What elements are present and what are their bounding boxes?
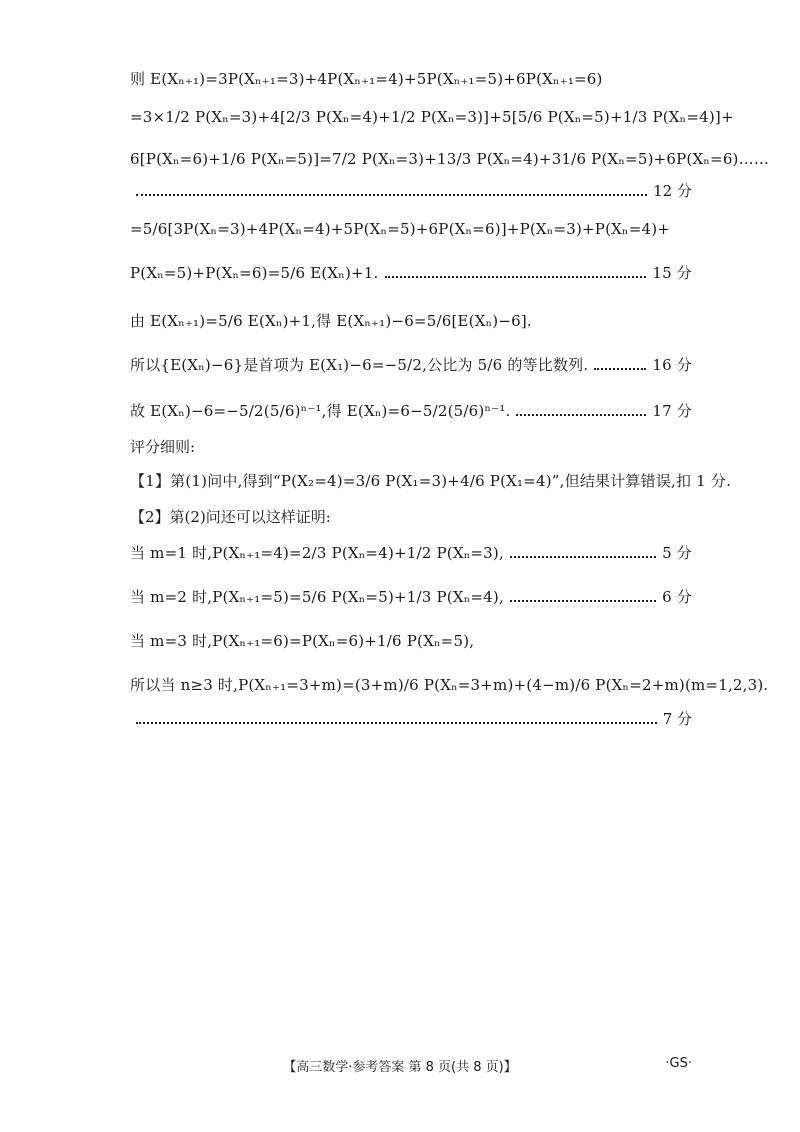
line-text: 评分细则:: [130, 438, 196, 456]
text-line: [130, 506, 692, 527]
score-label: 16 分: [652, 356, 692, 374]
line-text: 当 m=3 时,P(Xₙ₊₁=6)=P(Xₙ=6)+1/6 P(Xₙ=5),: [130, 632, 475, 650]
dot-leader: [510, 600, 656, 602]
score-line: [130, 708, 692, 729]
dot-leader: [594, 368, 646, 370]
dot-leader: [385, 276, 647, 278]
text-line: [130, 436, 692, 457]
dot-leader: [516, 414, 646, 416]
score-label: 7 分: [662, 710, 692, 728]
text-line: [130, 150, 770, 168]
line-text: 6[P(Xₙ=6)+1/6 P(Xₙ=5)]=7/2 P(Xₙ=3)+13/3 P(Xₙ=4)+31/6 P(Xₙ=5)+6P(Xₙ=6)……: [130, 150, 770, 168]
line-text: 故 E(Xₙ)−6=−5/2(5/6)ⁿ⁻¹,得 E(Xₙ)=6−5/2(5/6)ⁿ⁻¹.: [130, 402, 511, 420]
text-line: [130, 108, 734, 126]
line-text: 所以{E(Xₙ)−6}是首项为 E(X₁)−6=−5/2,公比为 5/6 的等比数列.: [130, 356, 589, 374]
line-text: 所以当 n≥3 时,P(Xₙ₊₁=3+m)=(3+m)/6 P(Xₙ=3+m)+(4−m)/6 P(Xₙ=2+m)(m=1,2,3).: [130, 676, 769, 694]
score-line: [130, 262, 692, 283]
line-text: 当 m=2 时,P(Xₙ₊₁=5)=5/6 P(Xₙ=5)+1/3 P(Xₙ=4),: [130, 588, 504, 606]
dot-leader: [510, 556, 656, 558]
line-text: 由 E(Xₙ₊₁)=5/6 E(Xₙ)+1,得 E(Xₙ₊₁)−6=5/6[E(Xₙ)−6].: [130, 312, 532, 330]
score-label: 6 分: [662, 588, 692, 606]
text-line: [130, 310, 692, 331]
line-text: 【2】第(2)问还可以这样证明:: [130, 508, 331, 526]
text-line: [130, 220, 692, 238]
score-label: 5 分: [662, 544, 692, 562]
score-line: [130, 586, 692, 607]
score-line: [130, 400, 692, 421]
line-text: 【1】第(1)问中,得到“P(X₂=4)=3/6 P(X₁=3)+4/6 P(X₁=4)”,但结果计算错误,扣 1 分.: [130, 472, 732, 490]
score-label: 15 分: [652, 264, 692, 282]
line-text: 则 E(Xₙ₊₁)=3P(Xₙ₊₁=3)+4P(Xₙ₊₁=4)+5P(Xₙ₊₁=5)+6P(Xₙ₊₁=6): [130, 70, 603, 88]
footer-code: ·GS·: [665, 1056, 692, 1071]
line-text: =3×1/2 P(Xₙ=3)+4[2/3 P(Xₙ=4)+1/2 P(Xₙ=3)]+5[5/6 P(Xₙ=5)+1/3 P(Xₙ=4)]+: [130, 108, 734, 126]
text-line: [130, 630, 692, 651]
score-line: [130, 354, 692, 375]
line-text: =5/6[3P(Xₙ=3)+4P(Xₙ=4)+5P(Xₙ=5)+6P(Xₙ=6)]+P(Xₙ=3)+P(Xₙ=4)+: [130, 220, 671, 238]
score-line: [130, 180, 692, 201]
score-label: 17 分: [652, 402, 692, 420]
page-footer: 【高三数学·参考答案 第 8 页(共 8 页)】: [283, 1060, 517, 1075]
line-text: P(Xₙ=5)+P(Xₙ=6)=5/6 E(Xₙ)+1.: [130, 263, 379, 282]
score-line: [130, 542, 692, 563]
line-text: 当 m=1 时,P(Xₙ₊₁=4)=2/3 P(Xₙ=4)+1/2 P(Xₙ=3),: [130, 544, 504, 562]
dot-leader: [136, 722, 657, 724]
text-line: [130, 674, 769, 695]
dot-leader: [136, 194, 647, 196]
text-line: [130, 68, 692, 89]
text-line: [130, 470, 732, 491]
score-label: 12 分: [653, 182, 692, 200]
